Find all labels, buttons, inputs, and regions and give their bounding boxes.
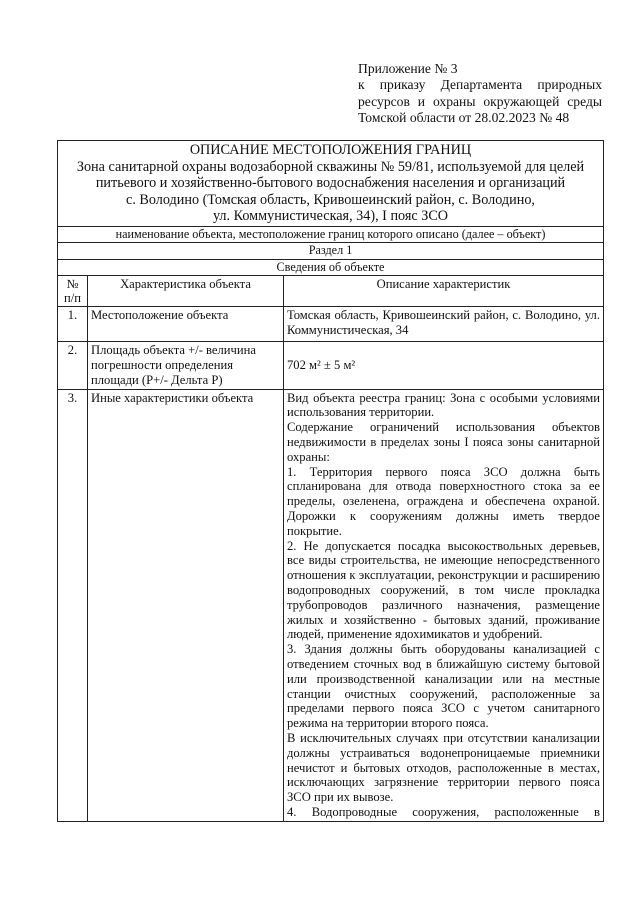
row-description: Томская область, Кривошеинский район, с. Володино, ул. Коммунистическая, 34 xyxy=(284,307,604,342)
appendix-date-line: Томской области от 28.02.2023 № 48 xyxy=(358,110,570,126)
table-row xyxy=(58,307,604,342)
appendix-order-line: к приказу Департамента природных xyxy=(358,77,602,93)
appendix-department-line: ресурсов и охраны окружающей среды xyxy=(358,93,602,109)
header-num: № п/п xyxy=(58,276,88,307)
table-row xyxy=(58,341,604,389)
header-description: Описание характеристик xyxy=(284,276,604,307)
object-caption: наименование объекта, местоположение границ которого описано (далее – объект) xyxy=(58,226,604,243)
document-title-block xyxy=(58,141,604,227)
header-characteristic: Характеристика объекта xyxy=(88,276,284,307)
row-number: 1. xyxy=(58,307,88,342)
description-paragraph: Содержание ограничений использования объектов недвижимости в пределах зоны I пояса зоны санитарной охраны: xyxy=(287,420,600,464)
zone-name-line-3: с. Володино (Томская область, Кривошеинский район, с. Володино, xyxy=(126,191,535,208)
row-description: 702 м² ± 5 м² xyxy=(284,341,604,389)
description-paragraph: 1. Территория первого пояса ЗСО должна быть спланирована для отвода поверхностного стока за ее пределы, озеленена, ограждена и обеспечена охраной. Дорожки к сооружениям должны иметь твердое покрытие. xyxy=(287,464,600,538)
table-header-row xyxy=(58,276,604,307)
row-number: 2. xyxy=(58,341,88,389)
row-number: 3. xyxy=(58,389,88,821)
description-paragraph: 3. Здания должны быть оборудованы канализацией с отведением сточных вод в ближайшую систему бытовой или производственной канализации или на местные станции очистных сооружений, расположенные за пределами первого пояса ЗСО с учетом санитарного режима на территории второго пояса. xyxy=(287,642,600,731)
section-label: Раздел 1 xyxy=(58,243,604,260)
row-characteristic: Иные характеристики объекта xyxy=(88,389,284,821)
appendix-number: Приложение № 3 xyxy=(358,61,458,76)
boundary-description-table xyxy=(57,140,604,822)
section-subtitle: Сведения об объекте xyxy=(58,259,604,276)
row-description xyxy=(284,389,604,821)
description-paragraph: 4. Водопроводные сооружения, расположенные в xyxy=(287,804,600,819)
zone-name-line-4: ул. Коммунистическая, 34), I пояс ЗСО xyxy=(212,208,449,224)
row-characteristic: Площадь объекта +/- величина погрешности определения площади (Р+/- Дельта Р) xyxy=(88,341,284,389)
description-paragraph: Вид объекта реестра границ: Зона с особыми условиями использования территории. xyxy=(287,390,600,420)
appendix-header xyxy=(358,61,602,127)
document-heading: ОПИСАНИЕ МЕСТОПОЛОЖЕНИЯ ГРАНИЦ xyxy=(189,142,472,158)
row-characteristic: Местоположение объекта xyxy=(88,307,284,342)
description-paragraph: В исключительных случаях при отсутствии канализации должны устраиваться водонепроницаемые приемники нечистот и бытовых отходов, расположенные в местах, исключающих загрязнение территории первого пояса ЗСО при их вывозе. xyxy=(287,730,600,805)
description-paragraph: 2. Не допускается посадка высокоствольных деревьев, все виды строительства, не имеющие непосредственного отношения к эксплуатации, реконструкции и расширению водопроводных сооружений, в том числе прокладка трубопроводов различного назначения, размещение жилых и хозяйственно - бытовых зданий, проживание людей, применение ядохимикатов и удобрений. xyxy=(287,538,600,642)
zone-name-line-1: Зона санитарной охраны водозаборной скважины № 59/81, используемой для целей xyxy=(76,158,585,175)
zone-name-line-2: питьевого и хозяйственно-бытового водоснабжения населения и организаций xyxy=(95,175,566,191)
table-row xyxy=(58,389,604,821)
